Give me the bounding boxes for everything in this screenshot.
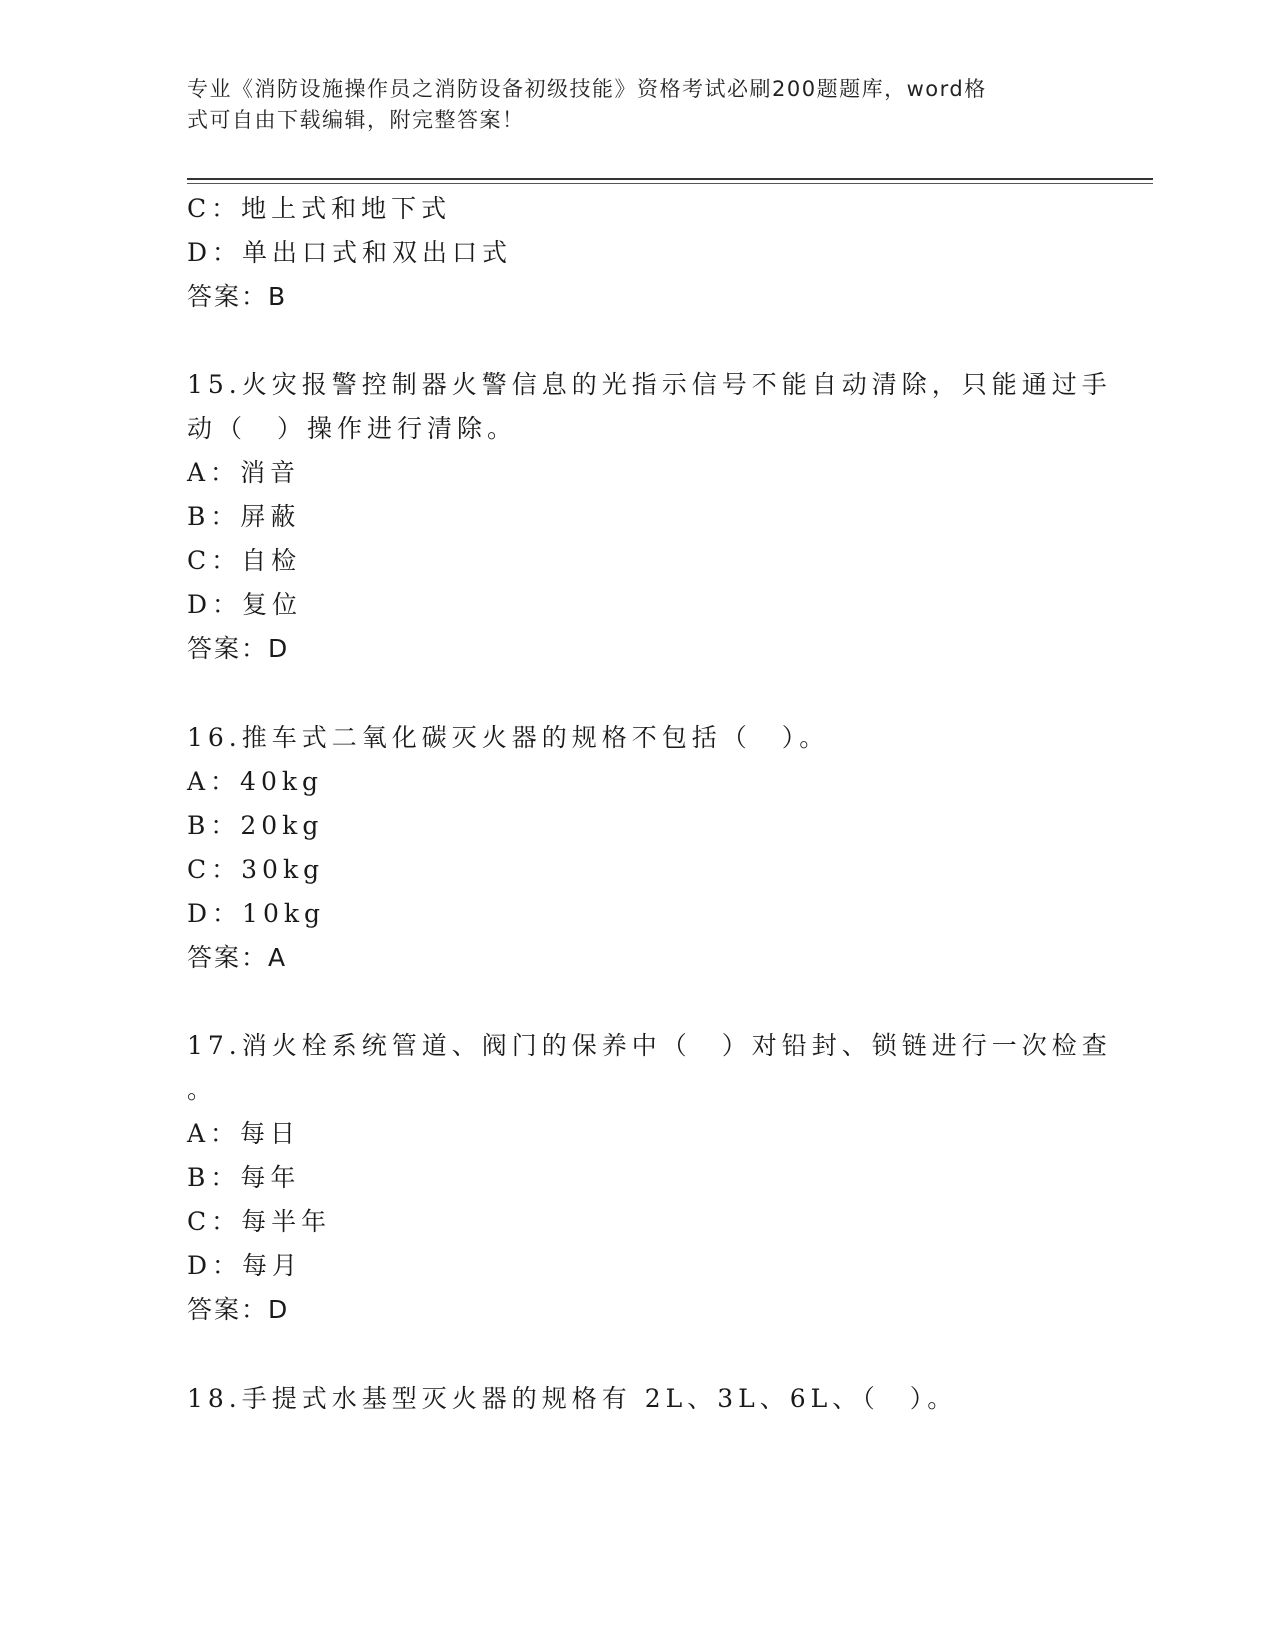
question-15-option-a: A：消音 (187, 458, 301, 487)
question-17-option-a: A：每日 (187, 1119, 301, 1148)
question-16-option-a: A：40kg (187, 767, 324, 796)
header-divider-thin (187, 183, 1153, 184)
answer-label: 答案：B (187, 282, 288, 311)
question-17-answer: 答案：D (187, 1295, 290, 1324)
header-line-2: 式可自由下载编辑，附完整答案！ (187, 108, 525, 132)
question-16-option-d: D：10kg (187, 899, 326, 928)
question-17-stem-cont: 。 (187, 1075, 218, 1104)
question-15-option-d: D：复位 (187, 590, 303, 619)
question-16-option-c: C：30kg (187, 855, 325, 884)
question-16-option-b: B：20kg (187, 811, 324, 840)
question-16-answer: 答案：A (187, 943, 288, 972)
question-17-option-b: B：每年 (187, 1163, 301, 1192)
question-17-stem: 17.消火栓系统管道、阀门的保养中（ ）对铅封、锁链进行一次检查 (187, 1031, 1112, 1060)
question-17-option-c: C：每半年 (187, 1207, 332, 1236)
question-16-stem: 16.推车式二氧化碳灭火器的规格不包括（ ）。 (187, 723, 830, 752)
document-header (187, 74, 1067, 136)
header-divider (187, 178, 1153, 180)
question-18-stem: 18.手提式水基型灭火器的规格有 2L、3L、6L、（ ）。 (187, 1384, 958, 1413)
question-15-option-b: B：屏蔽 (187, 502, 301, 531)
option-d: D：单出口式和双出口式 (187, 238, 513, 267)
option-c: C：地上式和地下式 (187, 194, 452, 223)
question-15-answer: 答案：D (187, 634, 290, 663)
question-17-option-d: D：每月 (187, 1251, 303, 1280)
header-line-1: 专业《消防设施操作员之消防设备初级技能》资格考试必刷200题题库，word格 (187, 77, 987, 101)
question-15-stem-cont: 动（ ）操作进行清除。 (187, 414, 518, 443)
question-15-option-c: C：自检 (187, 546, 302, 575)
question-15-stem: 15.火灾报警控制器火警信息的光指示信号不能自动清除，只能通过手 (187, 370, 1112, 399)
